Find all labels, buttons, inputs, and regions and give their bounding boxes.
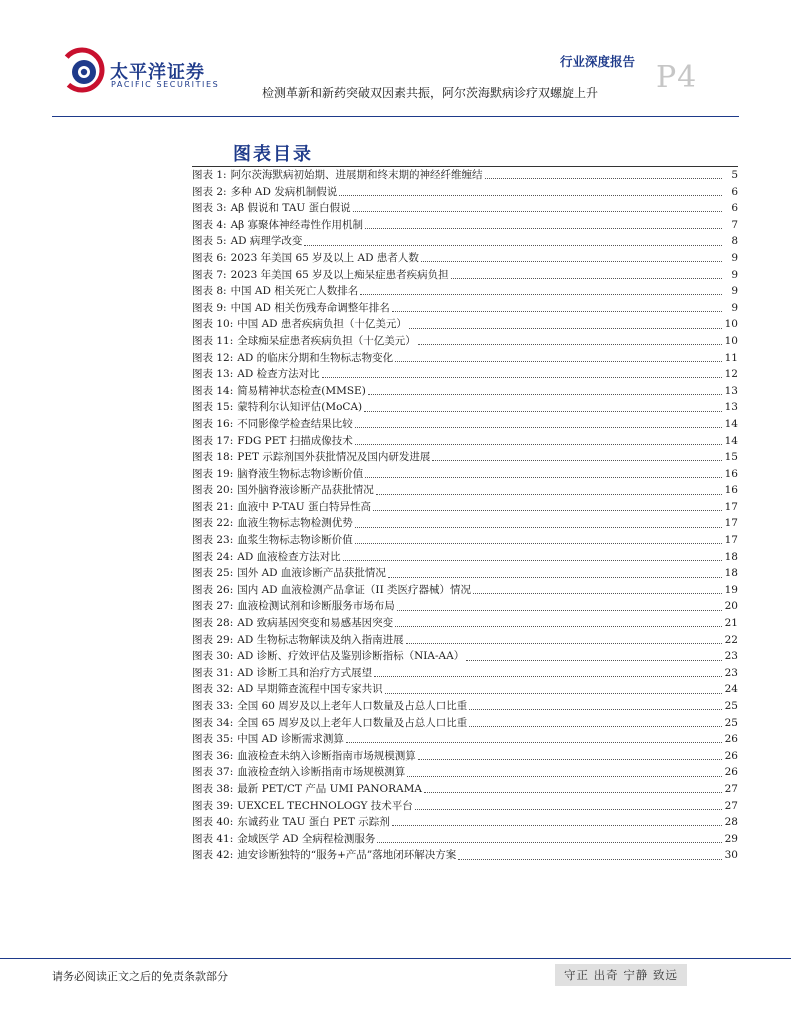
toc-entry-label: 图表 3: (192, 202, 227, 215)
toc-dot-leader (432, 459, 722, 461)
toc-dot-leader (395, 360, 722, 362)
toc-dot-leader (355, 526, 722, 528)
toc-dot-leader (458, 858, 722, 860)
toc-entry-title: 最新 PET/CT 产品 UMI PANORAMA (237, 782, 422, 795)
toc-dot-leader (385, 692, 722, 694)
toc-entry[interactable] (192, 731, 738, 748)
toc-dot-leader (409, 327, 722, 329)
toc-dot-leader (346, 741, 722, 743)
toc-entry-label: 图表 16: (192, 417, 234, 430)
toc-entry-label: 图表 29: (192, 633, 234, 646)
toc-entry-label: 图表 36: (192, 749, 234, 762)
toc-entry-label: 图表 41: (192, 832, 234, 845)
toc-entry-title: 金域医学 AD 全病程检测服务 (237, 832, 376, 845)
toc-entry[interactable] (192, 615, 738, 632)
toc-entry-page: 22 (724, 633, 738, 646)
toc-entry-page: 27 (724, 782, 738, 795)
toc-dot-leader (353, 210, 722, 212)
toc-entry-page: 8 (731, 235, 738, 248)
toc-entry-label: 图表 27: (192, 600, 234, 613)
toc-entry[interactable] (192, 515, 738, 532)
toc-entry[interactable] (192, 217, 738, 234)
toc-entry[interactable] (192, 482, 738, 499)
toc-dot-leader (466, 659, 722, 661)
toc-entry[interactable] (192, 433, 738, 450)
toc-dot-leader (322, 376, 722, 378)
logo-chinese-name: 太平洋证券 (110, 62, 205, 83)
toc-entry-page: 13 (724, 401, 738, 414)
toc-entry-label: 图表 24: (192, 550, 234, 563)
toc-entry-title: 脑脊液生物标志物诊断价值 (237, 467, 364, 480)
toc-entry[interactable] (192, 449, 738, 466)
toc-entry-title: 血液检查纳入诊断指南市场规模测算 (237, 766, 406, 779)
toc-entry-page: 18 (724, 567, 738, 580)
toc-entry-label: 图表 21: (192, 500, 234, 513)
toc-entry-page: 14 (724, 434, 738, 447)
page-header (0, 0, 791, 120)
toc-entry-label: 图表 1: (192, 169, 227, 181)
toc-entry-label: 图表 39: (192, 799, 234, 812)
footer-disclaimer: 请务必阅读正文之后的免责条款部分 (52, 970, 228, 983)
toc-entry-label: 图表 14: (192, 384, 234, 397)
toc-entry-label: 图表 17: (192, 434, 234, 447)
toc-entry-title: 东诚药业 TAU 蛋白 PET 示踪剂 (237, 816, 390, 829)
toc-entry[interactable] (192, 598, 738, 615)
toc-entry-label: 图表 2: (192, 185, 227, 198)
toc-entry-label: 图表 32: (192, 683, 234, 696)
toc-dot-leader (485, 177, 722, 179)
toc-entry[interactable] (192, 416, 738, 433)
toc-dot-leader (469, 725, 722, 727)
logo-english-name: PACIFIC SECURITIES (111, 80, 220, 89)
toc-entry-title: 血液生物标志物检测优势 (237, 517, 353, 530)
toc-entry-page: 17 (724, 517, 738, 530)
toc-dot-leader (418, 343, 722, 345)
toc-entry-title: 不同影像学检查结果比较 (237, 417, 353, 430)
toc-entry-page: 23 (724, 650, 738, 663)
toc-entry-page: 21 (724, 617, 738, 630)
toc-entry-label: 图表 30: (192, 650, 234, 663)
toc-entry[interactable] (192, 499, 738, 516)
toc-entry[interactable] (192, 781, 738, 798)
toc-entry[interactable] (192, 316, 738, 333)
toc-entry-title: 2023 年美国 65 岁及以上痴呆症患者疾病负担 (230, 268, 449, 281)
toc-entry-title: AD 的临床分期和生物标志物变化 (237, 351, 394, 364)
toc-entry-title: 中国 AD 相关伤残寿命调整年排名 (230, 301, 390, 314)
toc-entry[interactable] (192, 764, 738, 781)
toc-entry-label: 图表 33: (192, 700, 234, 712)
toc-entry-title: Aβ 寡聚体神经毒性作用机制 (230, 218, 364, 231)
toc-entry-label: 图表 20: (192, 484, 234, 497)
toc-entry[interactable] (192, 648, 738, 665)
toc-entry[interactable] (192, 698, 738, 715)
toc-entry[interactable] (192, 333, 738, 350)
toc-entry-page: 15 (724, 451, 738, 464)
toc-entry-page: 6 (731, 202, 738, 215)
toc-entry-title: 全国 60 周岁及以上老年人口数量及占总人口比重 (237, 700, 468, 712)
toc-entry-label: 图表 28: (192, 617, 234, 630)
toc-dot-leader (355, 542, 722, 544)
toc-entry[interactable] (192, 748, 738, 765)
toc-dot-leader (343, 559, 722, 561)
toc-entry-label: 图表 10: (192, 318, 234, 331)
toc-entry-label: 图表 9: (192, 301, 227, 314)
toc-dot-leader (418, 758, 722, 760)
toc-entry-title: 全国 65 周岁及以上老年人口数量及占总人口比重 (237, 716, 468, 729)
toc-dot-leader (421, 260, 722, 262)
toc-entry-title: AD 诊断工具和治疗方式展望 (237, 666, 373, 679)
toc-entry-label: 图表 38: (192, 782, 234, 795)
toc-entry-page: 12 (724, 368, 738, 381)
toc-entry-page: 10 (724, 318, 738, 331)
toc-entry-page: 9 (731, 268, 738, 281)
toc-entry[interactable] (192, 233, 738, 250)
page-number: P4 (656, 60, 698, 95)
toc-dot-leader (368, 393, 722, 395)
toc-entry-label: 图表 37: (192, 766, 234, 779)
toc-entry-page: 26 (724, 733, 738, 746)
toc-dot-leader (395, 625, 722, 627)
toc-entry-title: 国外 AD 血液诊断产品获批情况 (237, 567, 386, 580)
toc-entry-page: 17 (724, 500, 738, 513)
toc-entry-page: 19 (724, 583, 738, 596)
footer-divider (0, 958, 791, 959)
toc-entry[interactable] (192, 582, 738, 599)
header-divider (52, 116, 739, 117)
toc-entry-title: 蒙特利尔认知评估(MoCA) (237, 401, 363, 414)
toc-entry-label: 图表 5: (192, 235, 227, 248)
toc-entry-page: 30 (724, 849, 738, 862)
toc-dot-leader (304, 244, 722, 246)
toc-entry-title: 迪安诊断独特的“服务+产品”落地闭环解决方案 (237, 849, 457, 862)
toc-entry-title: 国内 AD 血液检测产品拿证（II 类医疗器械）情况 (237, 583, 472, 596)
toc-entry-title: UEXCEL TECHNOLOGY 技术平台 (237, 799, 413, 812)
toc-entry[interactable] (192, 350, 738, 367)
toc-entry-label: 图表 26: (192, 583, 234, 596)
toc-dot-leader (374, 675, 722, 677)
toc-entry[interactable] (192, 399, 738, 416)
toc-entry-label: 图表 4: (192, 218, 227, 231)
toc-entry-page: 28 (724, 816, 738, 829)
toc-entry-title: 血液中 P-TAU 蛋白特异性高 (237, 500, 371, 513)
toc-entry-page: 6 (731, 185, 738, 198)
toc-dot-leader (451, 277, 722, 279)
toc-entry-title: PET 示踪剂国外获批情况及国内研发进展 (237, 451, 431, 464)
toc-entry-page: 11 (724, 351, 738, 364)
toc-entry-label: 图表 8: (192, 285, 227, 298)
toc-entry-title: AD 早期筛查流程中国专家共识 (237, 683, 383, 696)
toc-entry-page: 5 (731, 169, 738, 181)
toc-entry-label: 图表 11: (192, 334, 234, 347)
toc-entry-title: 血浆生物标志物诊断价值 (237, 534, 353, 547)
toc-entry[interactable] (192, 565, 738, 582)
toc-dot-leader (424, 791, 722, 793)
toc-entry[interactable] (192, 798, 738, 815)
toc-entry-page: 9 (731, 251, 738, 264)
toc-dot-leader (355, 443, 722, 445)
toc-entry-title: 中国 AD 相关死亡人数排名 (230, 285, 359, 298)
toc-dot-leader (355, 426, 722, 428)
toc-dot-leader (407, 775, 722, 777)
toc-dot-leader (415, 808, 722, 810)
toc-dot-leader (388, 576, 722, 578)
toc-entry-label: 图表 34: (192, 716, 234, 729)
toc-entry-title: Aβ 假说和 TAU 蛋白假说 (230, 202, 351, 215)
toc-entry-page: 26 (724, 749, 738, 762)
toc-entry[interactable] (192, 383, 738, 400)
toc-entry-label: 图表 23: (192, 534, 234, 547)
toc-dot-leader (377, 841, 722, 843)
toc-entry-page: 10 (724, 334, 738, 347)
toc-entry-page: 23 (724, 666, 738, 679)
toc-entry-page: 20 (724, 600, 738, 613)
report-type: 行业深度报告 (560, 54, 636, 69)
toc-entry-page: 17 (724, 534, 738, 547)
toc-entry-page: 13 (724, 384, 738, 397)
toc-entry-title: AD 病理学改变 (230, 235, 303, 248)
toc-dot-leader (365, 476, 722, 478)
toc-entry[interactable] (192, 665, 738, 682)
toc-entry-page: 9 (731, 301, 738, 314)
toc-dot-leader (360, 293, 722, 295)
toc-entry-page: 24 (724, 683, 738, 696)
toc-entry[interactable] (192, 715, 738, 732)
toc-entry[interactable] (192, 267, 738, 284)
toc-entry[interactable] (192, 366, 738, 383)
toc-entry-label: 图表 22: (192, 517, 234, 530)
toc-dot-leader (339, 194, 722, 196)
toc-entry[interactable] (192, 549, 738, 566)
toc-entry-page: 16 (724, 467, 738, 480)
toc-entry-title: 2023 年美国 65 岁及以上 AD 患者人数 (230, 251, 419, 264)
toc-entry-title: AD 生物标志物解读及纳入指南进展 (237, 633, 404, 646)
toc-entry-label: 图表 31: (192, 666, 234, 679)
toc-entry[interactable] (192, 184, 738, 201)
toc-entry-title: 国外脑脊液诊断产品获批情况 (237, 484, 374, 497)
toc-entry-label: 图表 7: (192, 268, 227, 281)
toc-entry-page: 26 (724, 766, 738, 779)
toc-entry[interactable] (192, 200, 738, 217)
toc-dot-leader (364, 410, 722, 412)
toc-entry-page: 29 (724, 832, 738, 845)
toc-entry[interactable] (192, 300, 738, 317)
pacific-securities-logo-icon (52, 42, 108, 98)
toc-dot-leader (392, 824, 722, 826)
toc-entry[interactable] (192, 814, 738, 831)
toc-entry-title: 血液检查未纳入诊断指南市场规模测算 (237, 749, 416, 762)
toc-entry-title: 多种 AD 发病机制假说 (230, 185, 338, 198)
toc-entry-label: 图表 40: (192, 816, 234, 829)
toc-entry-label: 图表 15: (192, 401, 234, 414)
toc-entry-page: 18 (724, 550, 738, 563)
toc-entry-label: 图表 6: (192, 251, 227, 264)
report-title: 检测革新和新药突破双因素共振，阿尔茨海默病诊疗双螺旋上升 (262, 86, 599, 100)
toc-entry-page: 27 (724, 799, 738, 812)
toc-entry-title: FDG PET 扫描成像技术 (237, 434, 353, 447)
toc-dot-leader (376, 493, 722, 495)
toc-entry-label: 图表 19: (192, 467, 234, 480)
toc-dot-leader (392, 310, 722, 312)
toc-entry-title: 全球痴呆症患者疾病负担（十亿美元） (237, 334, 416, 347)
toc-entry-label: 图表 25: (192, 567, 234, 580)
toc-entry-label: 图表 35: (192, 733, 234, 746)
toc-list (192, 167, 738, 864)
toc-dot-leader (397, 609, 722, 611)
toc-dot-leader (406, 642, 722, 644)
toc-entry[interactable] (192, 632, 738, 649)
toc-entry-title: AD 致病基因突变和易感基因突变 (237, 617, 394, 630)
toc-dot-leader (473, 592, 722, 594)
toc-entry-title: 血液检测试剂和诊断服务市场布局 (237, 600, 395, 613)
toc-entry-page: 9 (731, 285, 738, 298)
toc-entry[interactable] (192, 283, 738, 300)
toc-entry-title: 中国 AD 患者疾病负担（十亿美元） (237, 318, 407, 331)
toc-entry-title: AD 血液检查方法对比 (237, 550, 341, 563)
toc-entry-label: 图表 12: (192, 351, 234, 364)
toc-entry-label: 图表 13: (192, 368, 234, 381)
toc-entry[interactable] (192, 831, 738, 848)
toc-entry-title: 简易精神状态检查(MMSE) (237, 384, 366, 397)
toc-entry-page: 14 (724, 417, 738, 430)
toc-entry-title: 阿尔茨海默病初始期、进展期和终末期的神经纤维缠结 (230, 169, 483, 181)
toc-dot-leader (365, 227, 722, 229)
toc-entry[interactable] (192, 167, 738, 184)
toc-entry[interactable] (192, 681, 738, 698)
toc-entry-title: AD 诊断、疗效评估及鉴别诊断指标（NIA-AA） (237, 650, 465, 663)
toc-entry[interactable] (192, 466, 738, 483)
toc-title: 图表目录 (233, 144, 313, 165)
toc-entry[interactable] (192, 532, 738, 549)
toc-entry-title: 中国 AD 诊断需求测算 (237, 733, 344, 746)
toc-entry-page: 16 (724, 484, 738, 497)
toc-entry[interactable] (192, 847, 738, 864)
footer-slogan: 守正 出奇 宁静 致远 (555, 964, 687, 986)
toc-entry-page: 25 (724, 700, 738, 712)
toc-dot-leader (373, 509, 722, 511)
toc-entry-page: 25 (724, 716, 738, 729)
toc-entry-title: AD 检查方法对比 (237, 368, 320, 381)
toc-entry[interactable] (192, 250, 738, 267)
toc-entry-label: 图表 18: (192, 451, 234, 464)
toc-entry-page: 7 (731, 218, 738, 231)
toc-dot-leader (469, 708, 722, 710)
toc-entry-label: 图表 42: (192, 849, 234, 862)
